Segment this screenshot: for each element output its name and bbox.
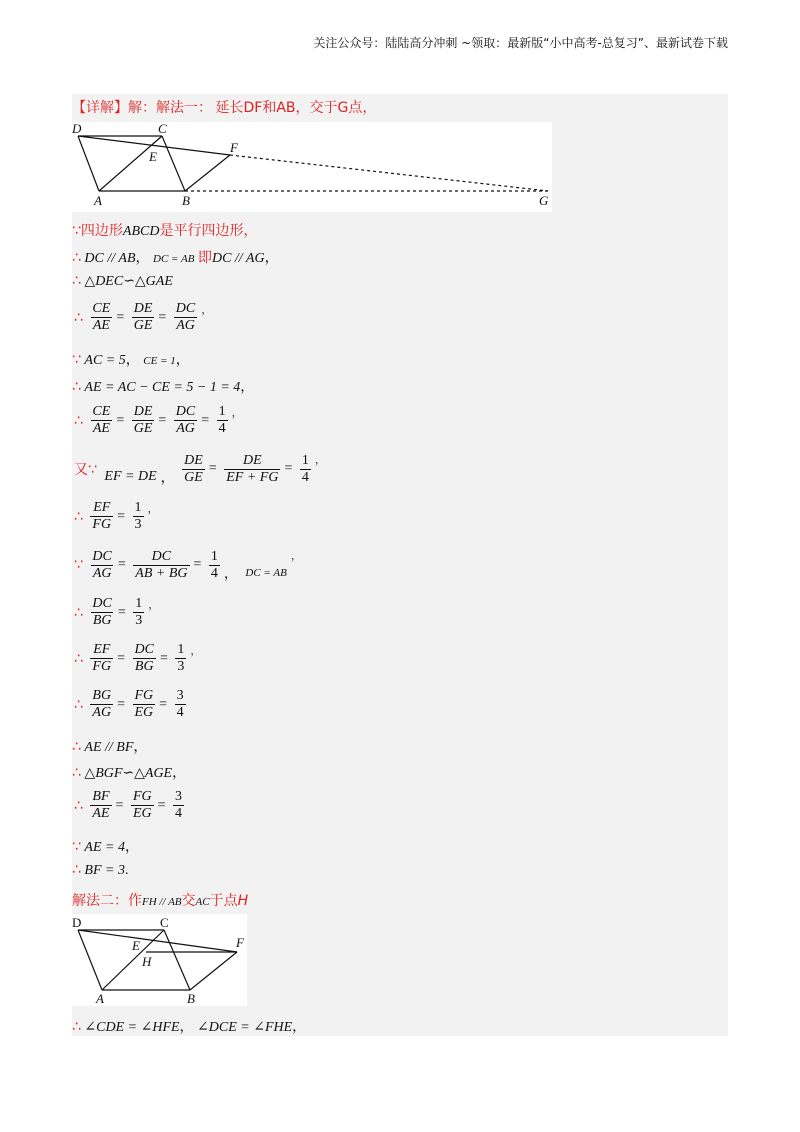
math-symbol: = xyxy=(117,557,126,572)
step-1 xyxy=(72,220,257,240)
step-11 xyxy=(72,596,161,629)
fraction xyxy=(132,404,155,437)
math-text: DC // AG xyxy=(211,251,265,266)
fraction xyxy=(173,789,184,822)
math-text: H xyxy=(237,893,249,909)
math-text: ∴ xyxy=(72,739,81,755)
step-17 xyxy=(72,836,139,856)
math-symbol: = xyxy=(117,604,126,620)
math-symbol: ∴ xyxy=(74,604,83,621)
math-text: BF = 3 xyxy=(84,863,125,878)
math-text: ABCD xyxy=(122,224,160,239)
fraction-denominator: 4 xyxy=(210,565,218,581)
step-13 xyxy=(72,688,188,721)
fraction-numerator: BF xyxy=(92,789,110,804)
math-text: FH // AB xyxy=(142,896,182,908)
fraction xyxy=(90,642,113,675)
math-symbol: ， xyxy=(231,407,243,419)
math-symbol: ， xyxy=(160,471,175,486)
math-text: ， xyxy=(124,840,139,855)
math-text: . xyxy=(124,863,129,878)
math-text: ， xyxy=(172,766,187,781)
math-symbol: = xyxy=(201,412,210,428)
math-text: ∠CDE = ∠HFE xyxy=(84,1020,180,1035)
fraction-numerator: DC xyxy=(151,548,172,564)
fraction-denominator: GE xyxy=(133,318,153,333)
math-symbol: ， xyxy=(201,304,213,316)
fig2-label-a: A xyxy=(96,991,104,1006)
fraction-numerator: 1 xyxy=(134,500,142,515)
fraction-denominator: AG xyxy=(92,705,112,720)
math-text: ∵ xyxy=(72,839,81,855)
fraction-denominator: 4 xyxy=(175,806,183,821)
math-text: 解法二： xyxy=(72,893,128,909)
solution-intro-text: 延长DF和AB，交于G点， xyxy=(215,100,377,116)
math-symbol: ∵ xyxy=(74,557,83,573)
fraction-numerator: DC xyxy=(92,596,112,611)
math-symbol: = xyxy=(117,696,125,712)
fig2-label-h: H xyxy=(142,954,152,969)
fraction-denominator: EG xyxy=(132,806,152,821)
fraction xyxy=(209,549,220,582)
fig1-label-c: C xyxy=(158,122,167,136)
fraction-numerator: CE xyxy=(92,404,111,419)
fraction-denominator: AE xyxy=(92,318,110,333)
math-text: ∴ xyxy=(72,250,81,266)
fraction xyxy=(133,596,144,629)
step-19 xyxy=(72,1016,306,1036)
math-symbol: EF = DE xyxy=(104,469,157,484)
fraction xyxy=(90,500,113,533)
math-text: ， xyxy=(179,1020,194,1035)
math-symbol: = xyxy=(159,650,168,666)
figure-2-parallelogram xyxy=(72,914,247,1006)
math-symbol: = xyxy=(159,696,168,712)
step-2 xyxy=(72,247,279,267)
fraction-denominator: GE xyxy=(184,469,203,485)
fraction xyxy=(90,789,111,822)
fraction-denominator: EF + FG xyxy=(226,469,279,485)
fraction-denominator: 3 xyxy=(134,517,142,532)
math-symbol: = xyxy=(193,557,202,572)
math-text: △DEC∽△GAE xyxy=(84,274,173,289)
fraction-numerator: EF xyxy=(93,500,111,515)
math-symbol: ， xyxy=(314,454,326,466)
fraction-numerator: 1 xyxy=(210,548,218,564)
fraction xyxy=(131,789,154,822)
fraction xyxy=(300,453,311,486)
math-text: ∴ xyxy=(72,1019,81,1035)
fraction-denominator: AG xyxy=(176,318,195,333)
math-symbol: = xyxy=(116,412,125,428)
fraction xyxy=(90,549,113,582)
fraction-denominator: 3 xyxy=(135,613,143,628)
math-text: AE = 4 xyxy=(84,840,125,855)
fig2-label-c: C xyxy=(160,915,169,930)
math-symbol: ∴ xyxy=(74,797,83,814)
fraction-numerator: 1 xyxy=(218,404,226,419)
fraction xyxy=(175,688,186,721)
step-5 xyxy=(72,349,190,369)
math-text: 交 xyxy=(181,893,196,909)
math-symbol: ， xyxy=(190,645,202,657)
solution-title: 【详解】解：解法一： xyxy=(72,100,212,116)
math-symbol: DC = AB xyxy=(245,567,287,579)
fraction-numerator: EF xyxy=(93,642,111,657)
math-text: ， xyxy=(240,380,255,395)
math-symbol: ∴ xyxy=(74,412,83,429)
fig2-label-e: E xyxy=(132,938,140,953)
fraction-numerator: DE xyxy=(184,452,203,468)
math-text: ∴ xyxy=(72,273,81,289)
math-symbol: ∴ xyxy=(74,508,83,525)
math-text: DC = AB xyxy=(153,253,195,265)
math-symbol: = xyxy=(116,309,125,325)
math-text: 是平行四边形， xyxy=(159,223,258,239)
math-text: ∵ xyxy=(72,223,81,239)
fig1-label-d: D xyxy=(72,122,82,136)
fraction-denominator: EG xyxy=(134,705,154,720)
math-text: DC // AB xyxy=(84,251,136,266)
math-text: ， xyxy=(292,1020,307,1035)
step-12 xyxy=(72,642,203,675)
fraction-denominator: FG xyxy=(92,517,112,532)
fraction xyxy=(175,642,186,675)
fraction xyxy=(133,549,189,582)
math-text: ∴ xyxy=(72,379,81,395)
step-14 xyxy=(72,736,147,756)
math-text: AC xyxy=(195,896,210,908)
fraction-numerator: DC xyxy=(134,642,154,657)
fraction-numerator: DC xyxy=(175,301,196,316)
fig1-label-b: B xyxy=(182,193,190,208)
fraction-numerator: 3 xyxy=(176,688,184,703)
step-16 xyxy=(72,789,186,822)
math-symbol: 又∵ xyxy=(74,462,97,478)
math-text: △BGF∽△AGE xyxy=(84,766,173,781)
step-9 xyxy=(72,500,161,533)
math-text: ， xyxy=(125,353,140,368)
math-symbol: ， xyxy=(148,599,160,611)
step-3 xyxy=(72,273,173,290)
math-text: ∴ xyxy=(72,862,81,878)
math-text: ， xyxy=(135,251,150,266)
fraction-denominator: 3 xyxy=(177,659,185,674)
fraction xyxy=(90,596,113,629)
math-symbol: = xyxy=(158,412,167,428)
math-symbol: = xyxy=(208,461,217,476)
math-text: CE = 1 xyxy=(143,355,176,367)
step-15 xyxy=(72,762,186,782)
math-text: ∴ xyxy=(72,765,81,781)
fraction xyxy=(133,642,156,675)
math-text: 四边形 xyxy=(80,223,123,239)
fraction-denominator: AG xyxy=(176,421,195,436)
math-symbol: = xyxy=(158,309,167,325)
math-symbol: ， xyxy=(223,567,238,582)
fraction-denominator: AE xyxy=(92,806,110,821)
fraction-numerator: 1 xyxy=(301,452,309,468)
fig1-label-e: E xyxy=(149,149,157,164)
step-10 xyxy=(72,547,304,583)
math-text: AE // BF xyxy=(84,740,134,755)
fraction-denominator: AG xyxy=(92,565,112,581)
solution-intro xyxy=(72,97,376,117)
fraction-numerator: FG xyxy=(134,688,154,703)
fig2-label-f: F xyxy=(236,935,244,950)
fraction-numerator: 3 xyxy=(175,789,183,804)
step-6 xyxy=(72,376,254,396)
fraction xyxy=(90,404,112,437)
step-8 xyxy=(72,451,328,487)
fraction-numerator: 1 xyxy=(177,642,185,657)
math-symbol: = xyxy=(117,650,125,666)
fraction-numerator: CE xyxy=(92,301,111,316)
math-symbol: ， xyxy=(147,503,159,515)
fraction xyxy=(90,688,113,721)
fraction-denominator: 4 xyxy=(218,421,226,436)
fraction xyxy=(174,404,197,437)
math-symbol: ∴ xyxy=(74,650,83,667)
math-text: 作 xyxy=(128,893,142,909)
math-symbol: = xyxy=(284,461,293,476)
solution-2-heading xyxy=(72,890,248,910)
math-text: AE = AC − CE = 5 − 1 = 4 xyxy=(84,380,241,395)
fraction-denominator: FG xyxy=(92,659,112,674)
fraction xyxy=(90,301,112,334)
fraction-denominator: BG xyxy=(92,613,112,628)
fraction xyxy=(224,453,280,486)
math-symbol: = xyxy=(115,797,124,813)
fraction-numerator: FG xyxy=(132,789,152,804)
math-symbol: ∴ xyxy=(74,309,83,326)
math-text: ∵ xyxy=(72,352,81,368)
math-text: ， xyxy=(133,740,148,755)
fig1-label-a: A xyxy=(94,193,102,208)
fraction-denominator: BG xyxy=(134,659,154,674)
step-7 xyxy=(72,404,245,437)
math-symbol: ， xyxy=(290,550,302,562)
fraction-denominator: AE xyxy=(92,421,110,436)
fraction xyxy=(182,453,205,486)
math-text: ∠DCE = ∠FHE xyxy=(197,1020,293,1035)
fraction-denominator: 4 xyxy=(176,705,184,720)
fraction-denominator: AB + BG xyxy=(135,565,188,581)
fraction-numerator: 1 xyxy=(135,596,143,611)
math-text: AC = 5 xyxy=(84,353,126,368)
math-text: ， xyxy=(264,251,279,266)
step-4 xyxy=(72,301,214,334)
fig2-label-b: B xyxy=(187,991,195,1006)
fraction xyxy=(133,500,144,533)
fig2-label-d: D xyxy=(72,915,82,930)
fraction xyxy=(174,301,197,334)
math-symbol: = xyxy=(117,508,125,524)
math-symbol: = xyxy=(157,797,166,813)
fraction-numerator: DC xyxy=(175,404,196,419)
fraction-numerator: BG xyxy=(92,688,112,703)
fraction xyxy=(217,404,228,437)
math-text: 于点 xyxy=(209,893,238,909)
page-header: 关注公众号：陆陆高分冲刺 ~领取：最新版“小中高考-总复习”、最新试卷下载 xyxy=(313,36,728,50)
fraction-denominator: GE xyxy=(133,421,153,436)
fraction xyxy=(133,688,156,721)
fig1-label-g: G xyxy=(539,193,549,208)
fraction-denominator: 4 xyxy=(301,469,309,485)
math-text: 即 xyxy=(197,250,212,266)
fraction-numerator: DE xyxy=(133,404,153,419)
fraction xyxy=(132,301,155,334)
figure-1-parallelogram xyxy=(72,122,552,212)
fraction-numerator: DC xyxy=(92,548,112,564)
math-symbol: ∴ xyxy=(74,696,83,713)
fig1-label-f: F xyxy=(230,140,238,155)
fraction-numerator: DE xyxy=(133,301,153,316)
fraction-numerator: DE xyxy=(242,452,262,468)
step-18 xyxy=(72,862,128,879)
math-text: ， xyxy=(175,353,190,368)
